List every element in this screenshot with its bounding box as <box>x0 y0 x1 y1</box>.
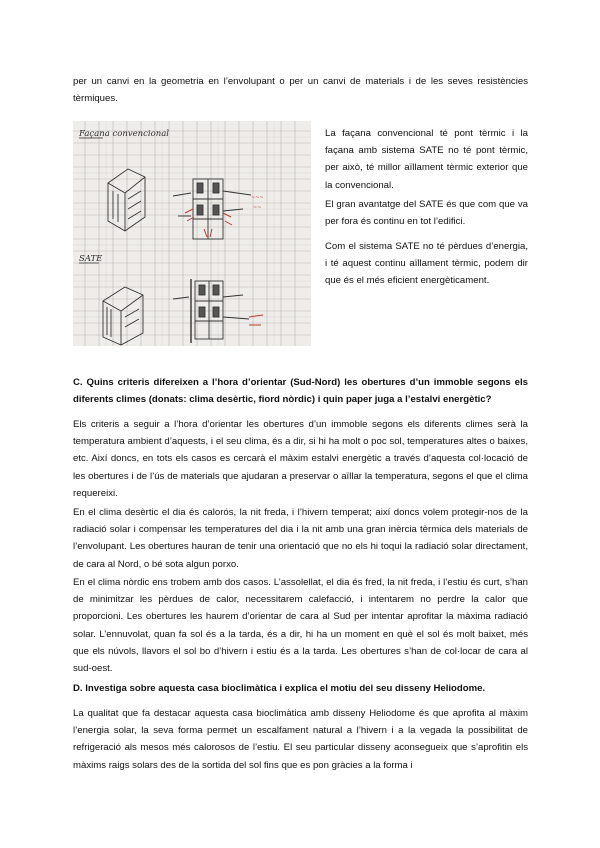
svg-text:~~~: ~~~ <box>251 195 264 201</box>
svg-text:~~: ~~ <box>253 205 262 211</box>
section-c-paragraph-2: En el clima desèrtic el dia és calorós, la nit freda, i l’hivern temperat; així doncs volem protegir-nos de la radiació solar i compensar les temperatures del dia i la nit amb una gran inèrcia tèrmica dels materials de l’envolupant. Les obertures hauran de tenir una orientació que no els hi toqui la radiació solar directament, de cara al Nord, o bé sota algun porxo. <box>73 507 528 570</box>
sketch-label-conventional: Façana convencional <box>79 129 169 139</box>
section-c-paragraph-3: En el clima nòrdic ens trobem amb dos casos. L’assolellat, el dia és fred, la nit freda, i l’estiu és curt, s’han de minimitzar les pèrdues de calor, necessitarem calefacció, i intentarem no perdre la calor que proporcioni. Les obertures les haurem d’orientar de cara al Sud per intentar aprofitar la màxima radiació solar. L’ennuvolat, quan fa sol és a la tarda, és a dir, hi ha un moment en què el sol és molt baixet, més que els núvols, llavors el sol bo d’hivern i estiu és a la tarda. Les obertures s’han de col·locar de cara al sud-oest. <box>73 577 528 675</box>
section-d-heading: D. Investiga sobre aquesta casa bioclimàtica i explica el motiu del seu disseny Heliodome. <box>73 683 486 694</box>
side-paragraph-2: El gran avantatge del SATE és que com que va per fora és continu en tot l’edifici. <box>325 199 528 228</box>
intro-continuation: per un canvi en la geometria en l’envolupant o per un canvi de materials i de les seves resistències tèrmiques. <box>73 76 528 105</box>
side-paragraph-3: Com el sistema SATE no té pèrdues d’energia, i té aquest continu aïllament tèrmic, podem dir que és el més eficient energèticament. <box>325 241 528 287</box>
sketch-label-sate: SATE <box>79 254 103 264</box>
section-c-heading: C. Quins criteris difereixen a l’hora d’orientar (Sud-Nord) les obertures d’un immoble segons els diferents climes (donats: clima desèrtic, fiord nòrdic) i quin paper juga a l’estalvi energètic? <box>73 377 528 406</box>
section-c-paragraph-1: Els criteris a seguir a l’hora d’orientar les obertures d’un immoble segons els diferents climes serà la temperatura ambient d’aquests, i el seu clima, és a dir, si hi ha molt o poc sol, temperatures altes o baixes, etc. Així doncs, en tots els casos es cercarà el màxim estalvi energètic a través d’aquesta col·locació de les obertures i de l’ús de materials que ajudaran a preservar o aïllar la temperatura, segons el que el clima requereixi. <box>73 419 528 499</box>
facade-sketch-figure <box>73 121 311 346</box>
side-paragraph-1: La façana convencional té pont tèrmic i la façana amb sistema SATE no té pont tèrmic, per això, té millor aïllament tèrmic exterior que la convencional. <box>325 128 528 191</box>
section-d-paragraph: La qualitat que fa destacar aquesta casa bioclimàtica amb disseny Heliodome és que aprofita al màxim l’energia solar, la seva forma permet un escalfament natural a l’hivern i a la vegada la possibilitat de refrigeració als mesos més calorosos de l’estiu. El seu particular disseny aconsegueix que s’aprofitin els màxims raigs solars des de la sortida del sol fins que es pon gràcies a la forma i <box>73 708 528 771</box>
